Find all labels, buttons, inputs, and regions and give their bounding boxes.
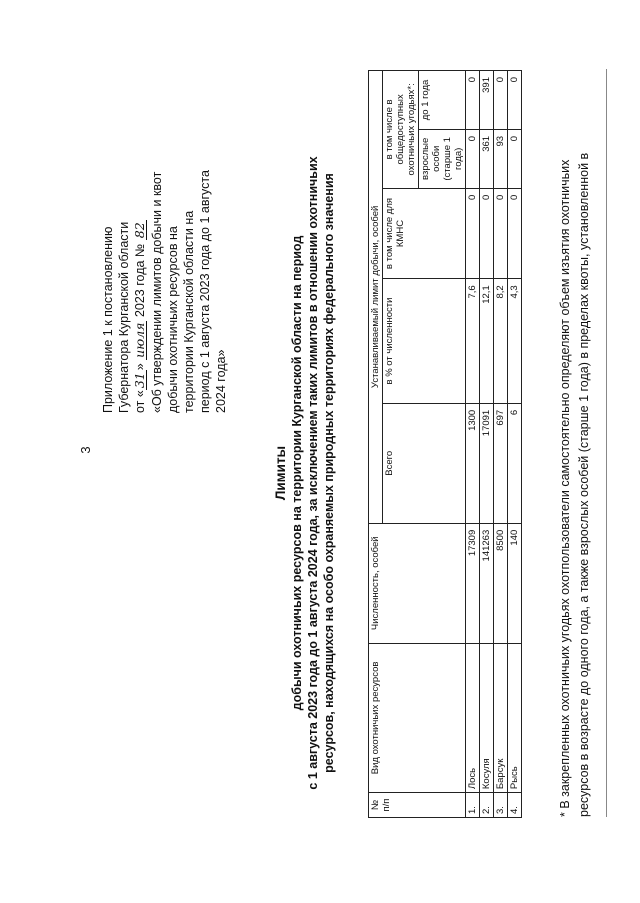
table-row (508, 71, 522, 818)
cell-young: 0 (466, 71, 480, 130)
header-num: № п/п (369, 793, 466, 818)
footnote-line-1: * В закрепленных охотничьих угодьях охотпользователи самостоятельно определяют объем изъятия охотничьих (558, 159, 572, 817)
appendix-line-1: Приложение 1 к постановлению (101, 226, 115, 413)
cell-species: Рысь (508, 643, 522, 792)
appendix-line-5: добычи охотничьих ресурсов на (165, 226, 180, 413)
cell-adult: 93 (494, 129, 508, 188)
appendix-header (100, 83, 230, 413)
title-line-3: ресурсов, находящихся на особо охраняемых природных территориях федерального значения (322, 173, 336, 773)
appendix-date-line (132, 83, 148, 413)
cell-percent: 7,6 (466, 279, 480, 404)
cell-num: 2. (480, 793, 494, 818)
header-percent: в % от численности (383, 279, 466, 404)
footnote-line-2: ресурсов в возрасте до одного года, а также взрослых особей (старше 1 года) в пределах квоты, установленной в (577, 152, 591, 817)
title-label: Лимиты (273, 445, 288, 501)
table-row (494, 71, 508, 818)
header-row-1 (369, 71, 383, 818)
cell-kmns: 0 (480, 188, 494, 279)
cell-population: 8500 (494, 523, 508, 643)
cell-num: 3. (494, 793, 508, 818)
title-line-2: с 1 августа 2023 года до 1 августа 2024 года, за исключением таких лимитов в отношении охотничьих (306, 156, 320, 790)
cell-species: Лось (466, 643, 480, 792)
appendix-line-6: территории Курганской области на (182, 210, 197, 413)
cell-percent: 8,2 (494, 279, 508, 404)
page-edge-line (606, 69, 607, 817)
cell-adult: 361 (480, 129, 494, 188)
header-young: до 1 года (419, 71, 466, 130)
appendix-line-8: 2024 года» (214, 349, 229, 413)
cell-species: Барсук (494, 643, 508, 792)
appendix-line-7: период с 1 августа 2023 года до 1 августа (198, 170, 213, 413)
cell-population: 141263 (480, 523, 494, 643)
page-number: 3 (78, 446, 93, 454)
cell-num: 1. (466, 793, 480, 818)
cell-kmns: 0 (508, 188, 522, 279)
table-row (480, 71, 494, 818)
cell-young: 0 (508, 71, 522, 130)
cell-adult: 0 (508, 129, 522, 188)
cell-percent: 4,3 (508, 279, 522, 404)
date-year: 2023 года № (133, 243, 148, 318)
date-prefix: от « (133, 390, 148, 413)
decree-number: 82 (132, 222, 148, 239)
cell-population: 140 (508, 523, 522, 643)
header-total: Всего (383, 403, 466, 523)
header-species: Вид охотничьих ресурсов (369, 643, 466, 792)
date-mid: » (133, 363, 148, 371)
cell-young: 391 (480, 71, 494, 130)
appendix-line-4: «Об утверждении лимитов добычи и квот (149, 171, 164, 413)
cell-young: 0 (494, 71, 508, 130)
cell-num: 4. (508, 793, 522, 818)
cell-species: Косуля (480, 643, 494, 792)
header-limit: Устанавливаемый лимит добычи, особей (369, 71, 383, 524)
cell-total: 6 (508, 403, 522, 523)
cell-total: 697 (494, 403, 508, 523)
header-kmns: в том числе для КМНС (383, 188, 466, 279)
header-public: в том числе в общедоступных охотничьих угодьях*: (383, 71, 419, 189)
footnote (556, 69, 594, 817)
cell-population: 17309 (466, 523, 480, 643)
date-month: июля (132, 322, 148, 358)
document-title (273, 103, 337, 843)
header-population: Численность, особей (369, 523, 466, 643)
appendix-line-2: Губернатора Курганской области (117, 221, 132, 413)
cell-kmns: 0 (466, 188, 480, 279)
date-day: 31 (132, 372, 148, 389)
cell-total: 1300 (466, 403, 480, 523)
cell-adult: 0 (466, 129, 480, 188)
title-line-1: добычи охотничьих ресурсов на территории Курганской области на период (290, 235, 304, 711)
cell-total: 17091 (480, 403, 494, 523)
table-row (466, 71, 480, 818)
cell-percent: 12,1 (480, 279, 494, 404)
header-adult: взрослые особи (старше 1 года) (419, 129, 466, 188)
cell-kmns: 0 (494, 188, 508, 279)
limits-table (368, 70, 522, 818)
